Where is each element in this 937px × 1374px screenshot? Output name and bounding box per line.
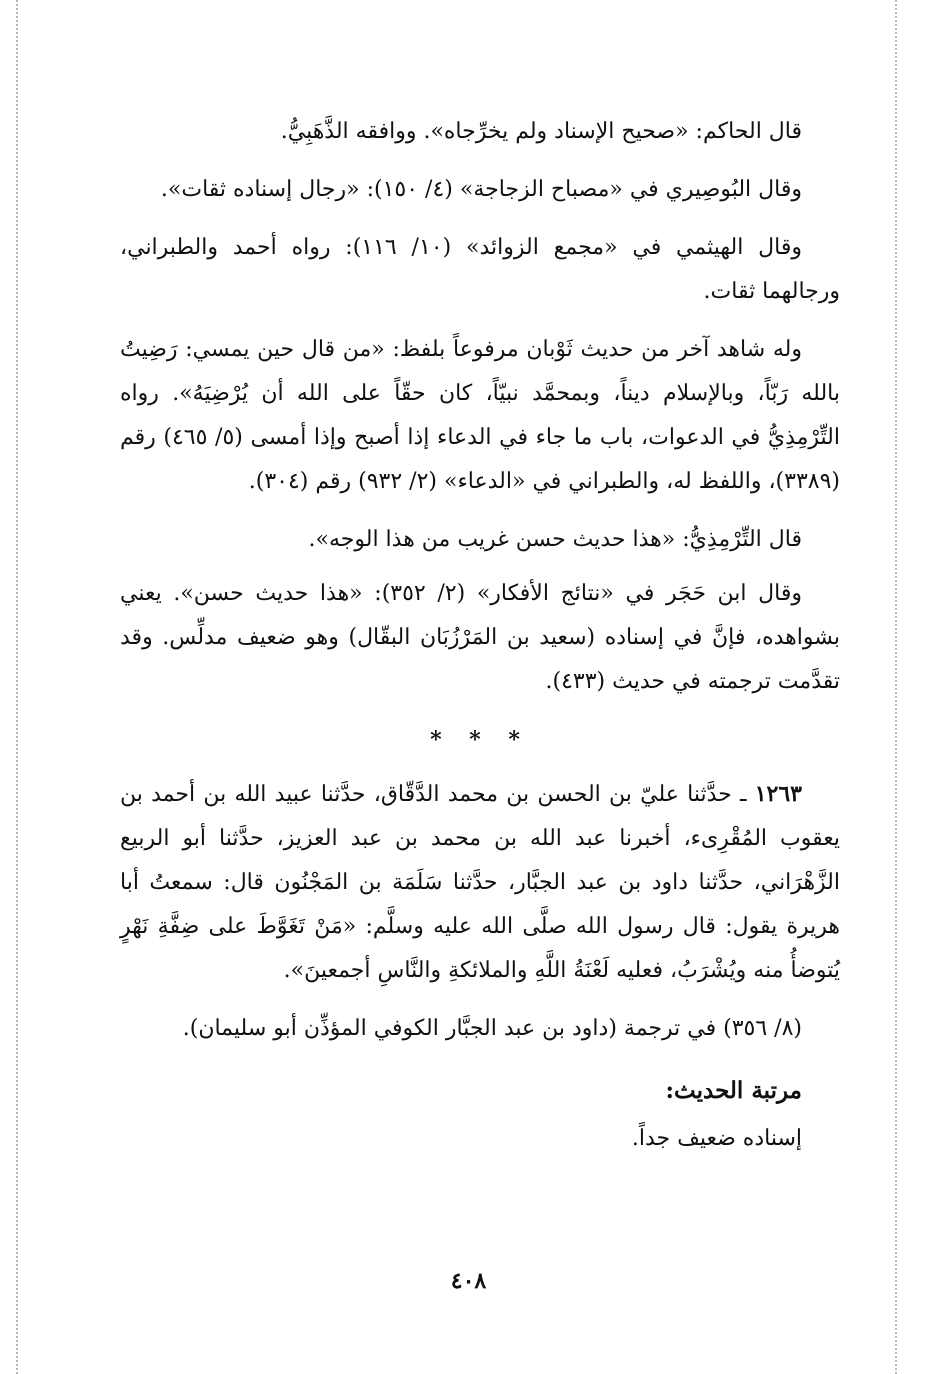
grading-heading: مرتبة الحديث: (665, 1077, 802, 1104)
grading-text: إسناده ضعيف جداً. (631, 1126, 802, 1151)
paragraph-hakim: قال الحاكم: «صحيح الإسناد ولم يخرِّجاه». ووافقه الذَّهَبِيُّ. (280, 119, 802, 144)
hadith-dash: ـ (731, 782, 755, 807)
paragraph-thawban-witness: وله شاهد آخر من حديث ثَوْبان مرفوعاً بلفظ: «من قال حين يمسي: رَضِيتُ بالله رَبّاً، وبالإسلام ديناً، وبمحمَّد نبيّاً، كان حقّاً على الله أن يُرْضِيَهُ». رواه التِّرْمِذِيُّ في الدعوات، باب ما جاء في الدعاء إذا أصبح وإذا أمسى (٥/ ٤٦٥) رقم (٣٣٨٩)، واللفظ له، والطبراني في «الدعاء» (٢/ ٩٣٢) رقم (٣٠٤). (120, 337, 840, 494)
hadith-text: حدَّثنا عليّ بن الحسن بن محمد الدَّقّاق، حدَّثنا عبيد الله بن أحمد بن يعقوب المُقْرِىء، أخبرنا عبد الله بن محمد بن عبد العزيز، حدَّثنا أبو الربيع الزَّهْرَاني، حدَّثنا داود بن عبد الجبَّار، حدَّثنا سَلَمَة بن المَجْنُون قال: سمعتُ أبا هريرة يقول: قال رسول الله صلَّى الله عليه وسلَّم: «مَنْ تَغَوَّطَ على ضِفَّةِ نَهْرٍ يُتوضأُ منه ويُشْرَبُ، فعليه لَعْنَةُ اللَّهِ والملائكةِ والنَّاسِ أجمعينَ». (120, 782, 840, 983)
left-margin-guide (16, 0, 18, 1374)
right-margin-guide (895, 0, 897, 1374)
page-number: ٤٠٨ (450, 1268, 487, 1294)
paragraph-haythami: وقال الهيثمي في «مجمع الزوائد» (١٠/ ١١٦): رواه أحمد والطبراني، ورجالهما ثقات. (120, 235, 840, 304)
paragraph-ibn-hajar: وقال ابن حَجَر في «نتائج الأفكار» (٢/ ٣٥٢): «هذا حديث حسن». يعني بشواهده، فإنَّ في إسناده (سعيد بن المَرْزُبَان البقّال) وهو ضعيف مدلِّس. وقد تقدَّمت ترجمته في حديث (٤٣٣). (120, 581, 840, 694)
paragraph-busiri: وقال البُوصِيري في «مصباح الزجاجة» (٤/ ١٥٠): «رجال إسناده ثقات». (160, 177, 802, 202)
paragraph-tirmidhi-grade: قال التِّرْمِذِيُّ: «هذا حديث حسن غريب من هذا الوجه». (308, 527, 802, 552)
hadith-paragraph (120, 772, 840, 993)
hadith-source: (٨/ ٣٥٦) في ترجمة (داود بن عبد الجبَّار الكوفي المؤذِّن أبو سليمان). (182, 1016, 802, 1041)
hadith-number: ١٢٦٣ (754, 781, 802, 807)
page-body (120, 110, 840, 1161)
section-separator: * * * (430, 727, 530, 753)
